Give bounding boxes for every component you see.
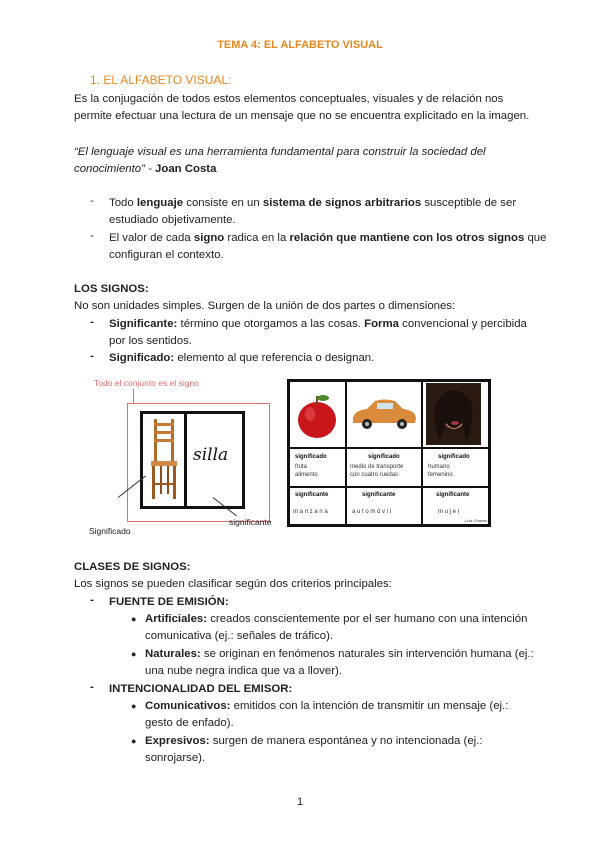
table-vline — [421, 379, 423, 527]
quote-text: conocimiento” - — [74, 163, 156, 175]
significado-row-label: significado — [368, 454, 400, 460]
chair-image — [148, 417, 180, 501]
bullet-text: estudiado objetivamente. — [109, 214, 236, 226]
significante-row-label: significante — [295, 492, 329, 498]
bullet-text: por los sentidos. — [109, 335, 192, 347]
table-vline — [345, 379, 347, 527]
dash-bullet: - — [90, 350, 94, 362]
bullet-text: El valor de cada signo radica en la relación que mantiene con los otros signos que — [109, 232, 547, 244]
dash-bullet: - — [90, 316, 94, 328]
significado-row-label: significado — [295, 454, 327, 460]
paragraph-line: permite efectuar una lectura de un mensaje que no se encuentra explicitado en la imagen. — [74, 110, 530, 122]
bullet-text: Expresivos: surgen de manera espontánea y no intencionada (ej.: — [145, 735, 483, 747]
section-heading-clases: CLASES DE SIGNOS: — [74, 561, 191, 573]
quote-line — [74, 144, 486, 160]
bullet-text: Comunicativos: emitidos con la intención de transmitir un mensaje (ej.: — [145, 700, 509, 712]
page-number: 1 — [296, 796, 304, 808]
dash-bullet: - — [90, 195, 94, 207]
table-hline — [287, 486, 491, 488]
dash-bullet: - — [90, 594, 94, 606]
bullet-text: comunicativa (ej.: señales de tráfico). — [145, 630, 334, 642]
significante-row-label: significante — [362, 492, 396, 498]
significado-row-label: significado — [438, 454, 470, 460]
car-image — [349, 396, 419, 432]
word-text: m u j e r — [438, 509, 460, 515]
dot-bullet: ● — [131, 649, 137, 659]
sign-word: silla — [193, 445, 229, 465]
meaning-text: con cuatro ruedas — [350, 472, 399, 478]
quote-author: Joan Costa — [155, 163, 217, 175]
document-title: TEMA 4: EL ALFABETO VISUAL — [217, 39, 383, 51]
quote-line — [74, 161, 216, 177]
significante-label: significante — [229, 517, 272, 527]
apple-image — [294, 386, 340, 442]
section-heading-signos: LOS SIGNOS: — [74, 283, 149, 295]
word-text: a u t o m ó v i l — [352, 509, 392, 515]
bullet-text: Significado: elemento al que referencia o designan. — [109, 352, 375, 364]
meaning-text: alimento — [295, 472, 318, 478]
meaning-text: fruta — [295, 464, 308, 470]
significante-row-label: significante — [436, 492, 470, 498]
woman-image — [426, 383, 481, 445]
word-text: m a n z a n a — [293, 509, 328, 515]
bullet-text: Todo lenguaje consiste en un sistema de signos arbitrarios susceptible de ser — [109, 197, 517, 209]
bullet-text: gesto de enfado). — [145, 717, 234, 729]
dot-bullet: ● — [131, 736, 137, 746]
bullet-text: Naturales: se originan en fenómenos naturales sin intervención humana (ej.: — [145, 648, 534, 660]
bullet-text: Significante: término que otorgamos a las cosas. Forma convencional y percibida — [109, 318, 527, 330]
dot-bullet: ● — [131, 701, 137, 711]
quote-text: “El lenguaje visual es una herramienta fundamental para construir la sociedad del — [74, 146, 486, 158]
meaning-text: humano — [428, 464, 450, 470]
bullet-text: Artificiales: creados conscientemente por el ser humano con una intención — [145, 613, 528, 625]
bullet-text: una nube negra indica que va a llover). — [145, 665, 342, 677]
table-hline — [287, 447, 491, 449]
meaning-text: femenino — [428, 472, 453, 478]
criterion-heading: INTENCIONALIDAD DEL EMISOR: — [109, 683, 293, 695]
section-heading-alfabeto: 1. EL ALFABETO VISUAL: — [90, 73, 232, 87]
paragraph-line: Es la conjugación de todos estos elementos conceptuales, visuales y de relación nos — [74, 93, 504, 105]
dash-bullet: - — [90, 230, 94, 242]
frame-connector — [133, 389, 134, 403]
dot-bullet: ● — [131, 614, 137, 624]
paragraph-line: No son unidades simples. Surgen de la unión de dos partes o dimensiones: — [74, 300, 456, 312]
image-credit: Luis Chaves — [465, 518, 488, 523]
meaning-text: medio de transporte — [350, 464, 404, 470]
bullet-text: configuran el contexto. — [109, 249, 224, 261]
dash-bullet: - — [90, 681, 94, 693]
criterion-heading: FUENTE DE EMISIÓN: — [109, 596, 229, 608]
sign-divider — [184, 411, 187, 509]
sign-caption: Todo el conjunto es el signo — [94, 378, 199, 388]
paragraph-line: Los signos se pueden clasificar según dos criterios principales: — [74, 578, 392, 590]
significado-label: Significado — [89, 526, 131, 536]
bullet-text: sonrojarse). — [145, 752, 206, 764]
